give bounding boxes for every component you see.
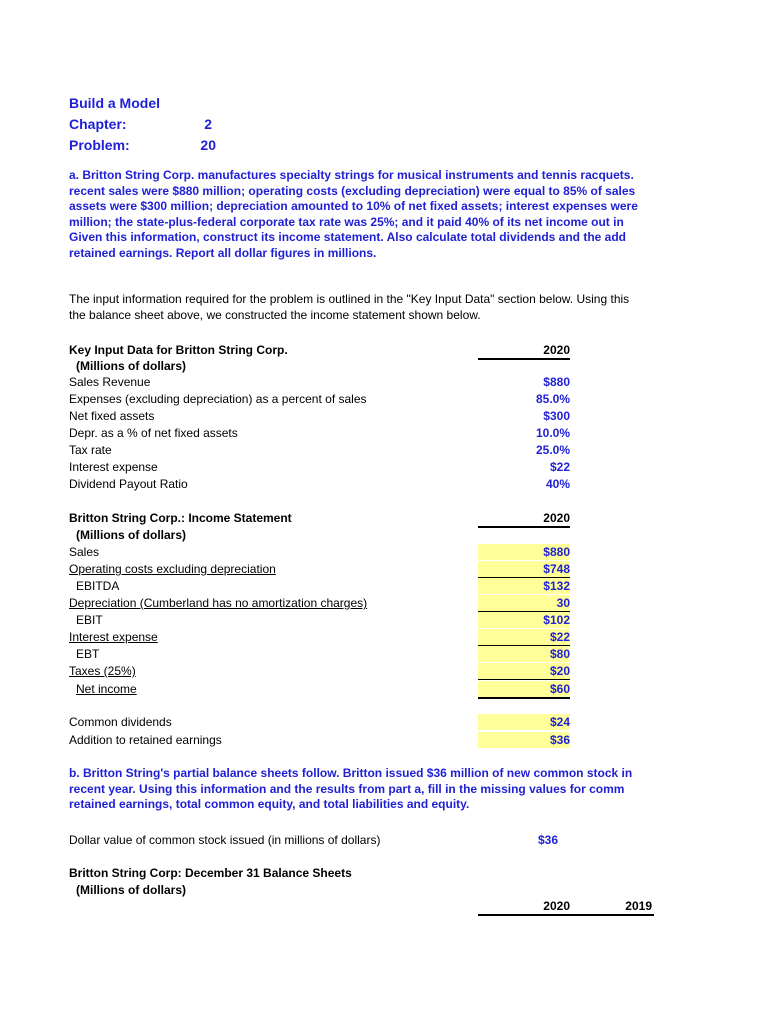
key-input-value[interactable]: $300	[543, 409, 570, 423]
income-value-common-dividends[interactable]: $24	[478, 714, 570, 730]
key-input-title: Key Input Data for Britton String Corp.	[69, 343, 288, 357]
key-input-label: Depr. as a % of net fixed assets	[69, 426, 238, 440]
part-b-line: recent year. Using this information and the results from part a, fill in the missing values for comm	[69, 781, 625, 796]
problem-label: Problem:	[69, 137, 130, 153]
income-value-net-income[interactable]: $60	[478, 681, 570, 697]
part-a-line: assets were $300 million; depreciation amounted to 10% of net fixed assets; interest expenses were	[69, 199, 638, 213]
income-value-retained-earnings[interactable]: $36	[478, 732, 570, 748]
income-value-ebit[interactable]: $102	[478, 612, 570, 628]
part-a-line: a. Britton String Corp. manufactures specialty strings for musical instruments and tennis racquets.	[69, 168, 634, 182]
income-statement-title: Britton String Corp.: Income Statement	[69, 511, 292, 525]
key-input-value[interactable]: 85.0%	[535, 392, 570, 406]
income-statement-rule	[478, 526, 570, 528]
total-rule	[478, 697, 570, 699]
intro-line: the balance sheet above, we constructed the income statement shown below.	[69, 307, 481, 322]
income-label-depreciation: Depreciation (Cumberland has no amortization charges)	[69, 596, 368, 610]
balance-sheet-subtitle: (Millions of dollars)	[76, 883, 186, 897]
income-label-sales: Sales	[69, 545, 100, 559]
part-a-line: retained earnings. Report all dollar figures in millions.	[69, 245, 377, 260]
stock-issued-label: Dollar value of common stock issued (in millions of dollars)	[69, 833, 381, 847]
part-a-line: Given this information, construct its income statement. Also calculate total dividends and the add	[69, 230, 626, 244]
key-input-label: Interest expense	[69, 460, 158, 474]
key-input-subtitle: (Millions of dollars)	[76, 359, 186, 373]
income-value-depreciation[interactable]: 30	[478, 595, 570, 611]
income-label-taxes: Taxes (25%)	[69, 664, 136, 678]
key-input-label: Net fixed assets	[69, 409, 155, 423]
part-a-line: million; the state-plus-federal corporate tax rate was 25%; and it paid 40% of its net income out in	[69, 214, 624, 229]
income-statement-year: 2020	[543, 511, 570, 525]
chapter-value: 2	[204, 116, 212, 132]
part-b-text	[69, 766, 655, 813]
key-input-value[interactable]: $22	[549, 460, 570, 474]
key-input-value[interactable]: 10.0%	[535, 426, 570, 440]
chapter-label: Chapter:	[69, 116, 127, 132]
intro-line: The input information required for the problem is outlined in the "Key Input Data" section below. Using this	[69, 292, 630, 306]
balance-sheet-rule	[478, 914, 654, 916]
key-input-year: 2020	[543, 343, 570, 357]
intro-text	[69, 292, 655, 323]
part-a-line: recent sales were $880 million; operating costs (excluding depreciation) were equal to 85% of sales	[69, 183, 636, 198]
income-value-ebitda[interactable]: $132	[478, 578, 570, 594]
balance-sheet-year-2019: 2019	[625, 899, 652, 913]
income-value-interest[interactable]: $22	[478, 629, 570, 645]
income-label-net-income: Net income	[76, 682, 137, 696]
key-input-value[interactable]: $880	[543, 375, 570, 389]
income-label-retained-earnings: Addition to retained earnings	[69, 733, 222, 747]
income-label-ebt: EBT	[76, 647, 100, 661]
key-input-label: Dividend Payout Ratio	[69, 477, 188, 491]
income-label-interest: Interest expense	[69, 630, 158, 644]
key-input-label: Expenses (excluding depreciation) as a percent of sales	[69, 392, 367, 406]
income-label-operating-costs: Operating costs excluding depreciation	[69, 562, 276, 576]
balance-sheet-title: Britton String Corp: December 31 Balance Sheets	[69, 866, 352, 880]
income-value-ebt[interactable]: $80	[478, 646, 570, 662]
income-label-ebitda: EBITDA	[76, 579, 120, 593]
subtotal-rule	[478, 679, 570, 680]
sheet-title: Build a Model	[69, 95, 160, 111]
income-label-ebit: EBIT	[76, 613, 103, 627]
key-input-label: Sales Revenue	[69, 375, 151, 389]
part-b-line: retained earnings, total common equity, and total liabilities and equity.	[69, 797, 470, 811]
key-input-value[interactable]: 25.0%	[535, 443, 570, 457]
balance-sheet-year-2020: 2020	[543, 899, 570, 913]
income-value-taxes[interactable]: $20	[478, 663, 570, 679]
income-value-operating-costs[interactable]: $748	[478, 561, 570, 577]
income-value-sales[interactable]: $880	[478, 544, 570, 560]
income-statement-subtitle: (Millions of dollars)	[76, 528, 186, 542]
stock-issued-value[interactable]: $36	[537, 833, 559, 847]
part-a-text	[69, 168, 655, 261]
key-input-label: Tax rate	[69, 443, 112, 457]
income-label-common-dividends: Common dividends	[69, 715, 172, 729]
key-input-rule	[478, 358, 570, 360]
problem-value: 20	[200, 137, 216, 153]
key-input-value[interactable]: 40%	[545, 477, 570, 491]
part-b-line: b. Britton String's partial balance sheets follow. Britton issued $36 million of new common stock in	[69, 766, 633, 780]
